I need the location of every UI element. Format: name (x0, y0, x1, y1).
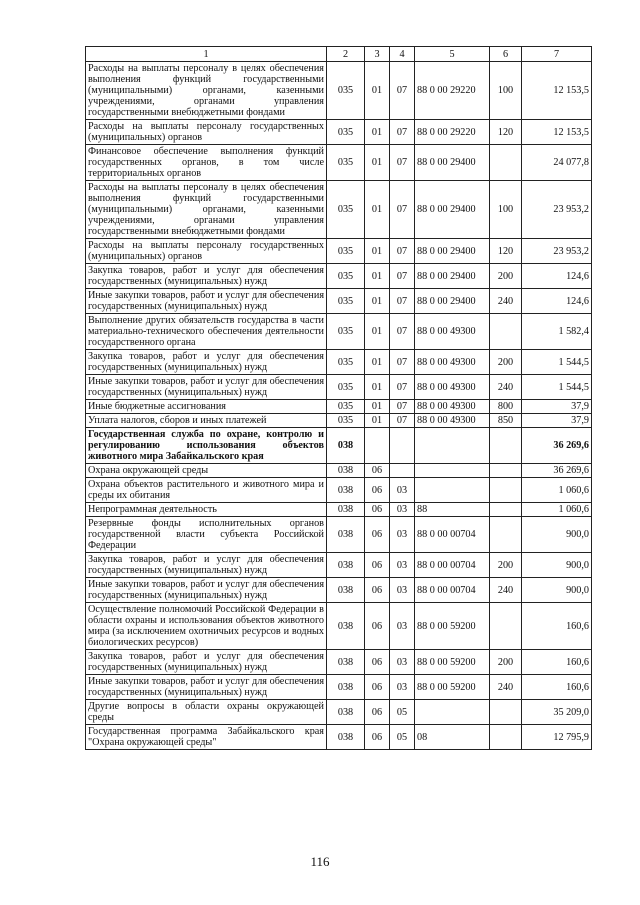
cell-name: Другие вопросы в области охраны окружающей среды (86, 700, 327, 725)
cell-vr: 240 (490, 289, 522, 314)
cell-name: Закупка товаров, работ и услуг для обеспечения государственных (муниципальных) нужд (86, 264, 327, 289)
table-row (86, 578, 592, 603)
cell-rz: 06 (365, 478, 390, 503)
cell-vr (490, 700, 522, 725)
cell-csr: 08 (415, 725, 490, 750)
cell-csr: 88 0 00 49300 (415, 375, 490, 400)
cell-ved: 035 (327, 120, 365, 145)
cell-name: Уплата налогов, сборов и иных платежей (86, 414, 327, 428)
header-col-sum: 7 (522, 47, 592, 62)
cell-ved: 035 (327, 414, 365, 428)
cell-vr: 100 (490, 62, 522, 120)
cell-csr: 88 0 00 00704 (415, 553, 490, 578)
cell-vr (490, 314, 522, 350)
cell-name: Охрана окружающей среды (86, 464, 327, 478)
cell-pr: 07 (390, 414, 415, 428)
header-col-csr: 5 (415, 47, 490, 62)
cell-rz: 01 (365, 414, 390, 428)
cell-vr: 240 (490, 578, 522, 603)
cell-sum: 12 153,5 (522, 62, 592, 120)
cell-vr (490, 478, 522, 503)
cell-sum: 36 269,6 (522, 428, 592, 464)
cell-ved: 035 (327, 145, 365, 181)
table-row (86, 350, 592, 375)
cell-sum: 1 060,6 (522, 503, 592, 517)
cell-sum: 124,6 (522, 289, 592, 314)
cell-sum: 900,0 (522, 578, 592, 603)
cell-name: Расходы на выплаты персоналу в целях обеспечения выполнения функций государственными (муниципальными) органами, казенными учреждениями, органами управления государственными внебюджетными фондами (86, 62, 327, 120)
cell-name: Охрана объектов растительного и животного мира и среды их обитания (86, 478, 327, 503)
cell-name: Расходы на выплаты персоналу в целях обеспечения выполнения функций государственными (муниципальными) органами, казенными учреждениями, органами управления государственными внебюджетными фондами (86, 181, 327, 239)
cell-rz: 06 (365, 603, 390, 650)
cell-ved: 035 (327, 350, 365, 375)
cell-ved: 038 (327, 464, 365, 478)
cell-rz: 06 (365, 650, 390, 675)
cell-rz: 01 (365, 400, 390, 414)
table-row (86, 478, 592, 503)
cell-rz: 06 (365, 464, 390, 478)
cell-rz (365, 428, 390, 464)
cell-csr: 88 0 00 49300 (415, 350, 490, 375)
cell-pr (390, 428, 415, 464)
cell-pr: 03 (390, 650, 415, 675)
cell-rz: 01 (365, 264, 390, 289)
cell-ved: 038 (327, 650, 365, 675)
cell-csr: 88 0 00 29220 (415, 62, 490, 120)
cell-sum: 160,6 (522, 603, 592, 650)
cell-sum: 160,6 (522, 650, 592, 675)
cell-name: Иные закупки товаров, работ и услуг для обеспечения государственных (муниципальных) нужд (86, 578, 327, 603)
cell-ved: 035 (327, 375, 365, 400)
cell-ved: 035 (327, 400, 365, 414)
table-row (86, 120, 592, 145)
table-row (86, 264, 592, 289)
cell-csr (415, 464, 490, 478)
table-row (86, 503, 592, 517)
cell-pr: 03 (390, 517, 415, 553)
cell-ved: 038 (327, 578, 365, 603)
table-row (86, 553, 592, 578)
cell-sum: 124,6 (522, 264, 592, 289)
cell-pr: 07 (390, 375, 415, 400)
cell-csr: 88 0 00 29400 (415, 145, 490, 181)
cell-csr: 88 0 00 49300 (415, 314, 490, 350)
table-row (86, 603, 592, 650)
cell-sum: 1 582,4 (522, 314, 592, 350)
cell-vr: 200 (490, 350, 522, 375)
cell-rz: 01 (365, 350, 390, 375)
cell-csr: 88 0 00 29400 (415, 181, 490, 239)
cell-name: Выполнение других обязательств государства в части материально-технического обеспечения деятельности государственного органа (86, 314, 327, 350)
cell-sum: 23 953,2 (522, 239, 592, 264)
table-row (86, 181, 592, 239)
table-row (86, 675, 592, 700)
cell-sum: 1 544,5 (522, 350, 592, 375)
cell-ved: 035 (327, 239, 365, 264)
cell-ved: 038 (327, 700, 365, 725)
cell-csr: 88 0 00 29220 (415, 120, 490, 145)
cell-ved: 035 (327, 289, 365, 314)
table-row (86, 517, 592, 553)
cell-rz: 01 (365, 62, 390, 120)
cell-sum: 900,0 (522, 553, 592, 578)
table-header-row (86, 47, 592, 62)
cell-pr: 07 (390, 120, 415, 145)
header-col-name: 1 (86, 47, 327, 62)
cell-rz: 01 (365, 314, 390, 350)
cell-rz: 06 (365, 675, 390, 700)
cell-sum: 37,9 (522, 414, 592, 428)
cell-pr: 03 (390, 675, 415, 700)
cell-sum: 12 795,9 (522, 725, 592, 750)
cell-rz: 06 (365, 578, 390, 603)
cell-pr: 07 (390, 289, 415, 314)
cell-sum: 1 060,6 (522, 478, 592, 503)
cell-csr (415, 428, 490, 464)
cell-ved: 038 (327, 603, 365, 650)
cell-name: Расходы на выплаты персоналу государственных (муниципальных) органов (86, 120, 327, 145)
cell-name: Государственная служба по охране, контролю и регулированию использования объектов животного мира Забайкальского края (86, 428, 327, 464)
cell-pr: 05 (390, 725, 415, 750)
table-row (86, 314, 592, 350)
cell-pr (390, 464, 415, 478)
cell-csr: 88 0 00 59200 (415, 675, 490, 700)
cell-name: Иные бюджетные ассигнования (86, 400, 327, 414)
cell-pr: 03 (390, 553, 415, 578)
table-row (86, 428, 592, 464)
cell-pr: 03 (390, 503, 415, 517)
cell-csr: 88 0 00 29400 (415, 264, 490, 289)
cell-name: Финансовое обеспечение выполнения функций государственных органов, в том числе территориальных органов (86, 145, 327, 181)
cell-pr: 03 (390, 478, 415, 503)
cell-vr (490, 503, 522, 517)
header-col-rz: 3 (365, 47, 390, 62)
cell-rz: 01 (365, 289, 390, 314)
cell-name: Иные закупки товаров, работ и услуг для обеспечения государственных (муниципальных) нужд (86, 375, 327, 400)
cell-pr: 07 (390, 145, 415, 181)
cell-csr: 88 0 00 49300 (415, 414, 490, 428)
cell-pr: 07 (390, 239, 415, 264)
table-row (86, 62, 592, 120)
cell-ved: 038 (327, 503, 365, 517)
cell-vr (490, 428, 522, 464)
cell-name: Иные закупки товаров, работ и услуг для обеспечения государственных (муниципальных) нужд (86, 289, 327, 314)
cell-csr (415, 700, 490, 725)
cell-rz: 01 (365, 239, 390, 264)
cell-vr: 200 (490, 650, 522, 675)
cell-name: Закупка товаров, работ и услуг для обеспечения государственных (муниципальных) нужд (86, 350, 327, 375)
cell-pr: 07 (390, 264, 415, 289)
header-col-vr: 6 (490, 47, 522, 62)
table-row (86, 650, 592, 675)
cell-pr: 03 (390, 603, 415, 650)
cell-pr: 07 (390, 400, 415, 414)
cell-sum: 37,9 (522, 400, 592, 414)
header-col-pr: 4 (390, 47, 415, 62)
cell-vr: 800 (490, 400, 522, 414)
cell-name: Осуществление полномочий Российской Федерации в области охраны и использования объектов животного мира (за исключением охотничьих ресурсов и водных биологических ресурсов) (86, 603, 327, 650)
cell-sum: 900,0 (522, 517, 592, 553)
cell-csr: 88 0 00 00704 (415, 578, 490, 603)
cell-rz: 01 (365, 375, 390, 400)
table-body (86, 62, 592, 750)
cell-pr: 07 (390, 314, 415, 350)
cell-ved: 038 (327, 553, 365, 578)
cell-csr: 88 0 00 59200 (415, 650, 490, 675)
cell-sum: 24 077,8 (522, 145, 592, 181)
page-number: 116 (310, 854, 330, 869)
cell-pr: 07 (390, 62, 415, 120)
cell-name: Иные закупки товаров, работ и услуг для обеспечения государственных (муниципальных) нужд (86, 675, 327, 700)
cell-rz: 01 (365, 145, 390, 181)
cell-rz: 06 (365, 725, 390, 750)
cell-sum: 12 153,5 (522, 120, 592, 145)
cell-ved: 035 (327, 62, 365, 120)
cell-csr (415, 478, 490, 503)
cell-sum: 23 953,2 (522, 181, 592, 239)
cell-csr: 88 0 00 00704 (415, 517, 490, 553)
table-row (86, 145, 592, 181)
cell-vr: 120 (490, 120, 522, 145)
cell-csr: 88 (415, 503, 490, 517)
cell-ved: 038 (327, 725, 365, 750)
cell-sum: 160,6 (522, 675, 592, 700)
table-row (86, 700, 592, 725)
cell-vr (490, 603, 522, 650)
table-row (86, 289, 592, 314)
cell-ved: 038 (327, 675, 365, 700)
cell-rz: 01 (365, 120, 390, 145)
table-row (86, 725, 592, 750)
cell-name: Резервные фонды исполнительных органов государственной власти субъекта Российской Федерации (86, 517, 327, 553)
table-row (86, 464, 592, 478)
cell-rz: 06 (365, 503, 390, 517)
cell-vr (490, 464, 522, 478)
budget-table (85, 46, 592, 750)
cell-ved: 035 (327, 264, 365, 289)
cell-csr: 88 0 00 29400 (415, 239, 490, 264)
cell-pr: 07 (390, 181, 415, 239)
cell-ved: 038 (327, 428, 365, 464)
cell-csr: 88 0 00 49300 (415, 400, 490, 414)
cell-name: Государственная программа Забайкальского края "Охрана окружающей среды" (86, 725, 327, 750)
cell-rz: 01 (365, 181, 390, 239)
cell-name: Закупка товаров, работ и услуг для обеспечения государственных (муниципальных) нужд (86, 650, 327, 675)
cell-name: Расходы на выплаты персоналу государственных (муниципальных) органов (86, 239, 327, 264)
cell-vr: 240 (490, 675, 522, 700)
cell-ved: 035 (327, 314, 365, 350)
cell-name: Непрограммная деятельность (86, 503, 327, 517)
cell-pr: 03 (390, 578, 415, 603)
cell-vr: 200 (490, 264, 522, 289)
cell-vr: 100 (490, 181, 522, 239)
cell-sum: 36 269,6 (522, 464, 592, 478)
cell-csr: 88 0 00 29400 (415, 289, 490, 314)
cell-vr (490, 145, 522, 181)
table-row (86, 375, 592, 400)
cell-rz: 06 (365, 517, 390, 553)
cell-rz: 06 (365, 700, 390, 725)
cell-rz: 06 (365, 553, 390, 578)
cell-vr: 240 (490, 375, 522, 400)
cell-ved: 035 (327, 181, 365, 239)
cell-ved: 038 (327, 478, 365, 503)
table-row (86, 400, 592, 414)
cell-vr (490, 517, 522, 553)
cell-ved: 038 (327, 517, 365, 553)
header-col-ved: 2 (327, 47, 365, 62)
cell-sum: 1 544,5 (522, 375, 592, 400)
cell-name: Закупка товаров, работ и услуг для обеспечения государственных (муниципальных) нужд (86, 553, 327, 578)
cell-pr: 05 (390, 700, 415, 725)
cell-csr: 88 0 00 59200 (415, 603, 490, 650)
cell-vr: 200 (490, 553, 522, 578)
cell-vr: 120 (490, 239, 522, 264)
cell-vr: 850 (490, 414, 522, 428)
cell-pr: 07 (390, 350, 415, 375)
table-row (86, 414, 592, 428)
cell-sum: 35 209,0 (522, 700, 592, 725)
table-row (86, 239, 592, 264)
cell-vr (490, 725, 522, 750)
